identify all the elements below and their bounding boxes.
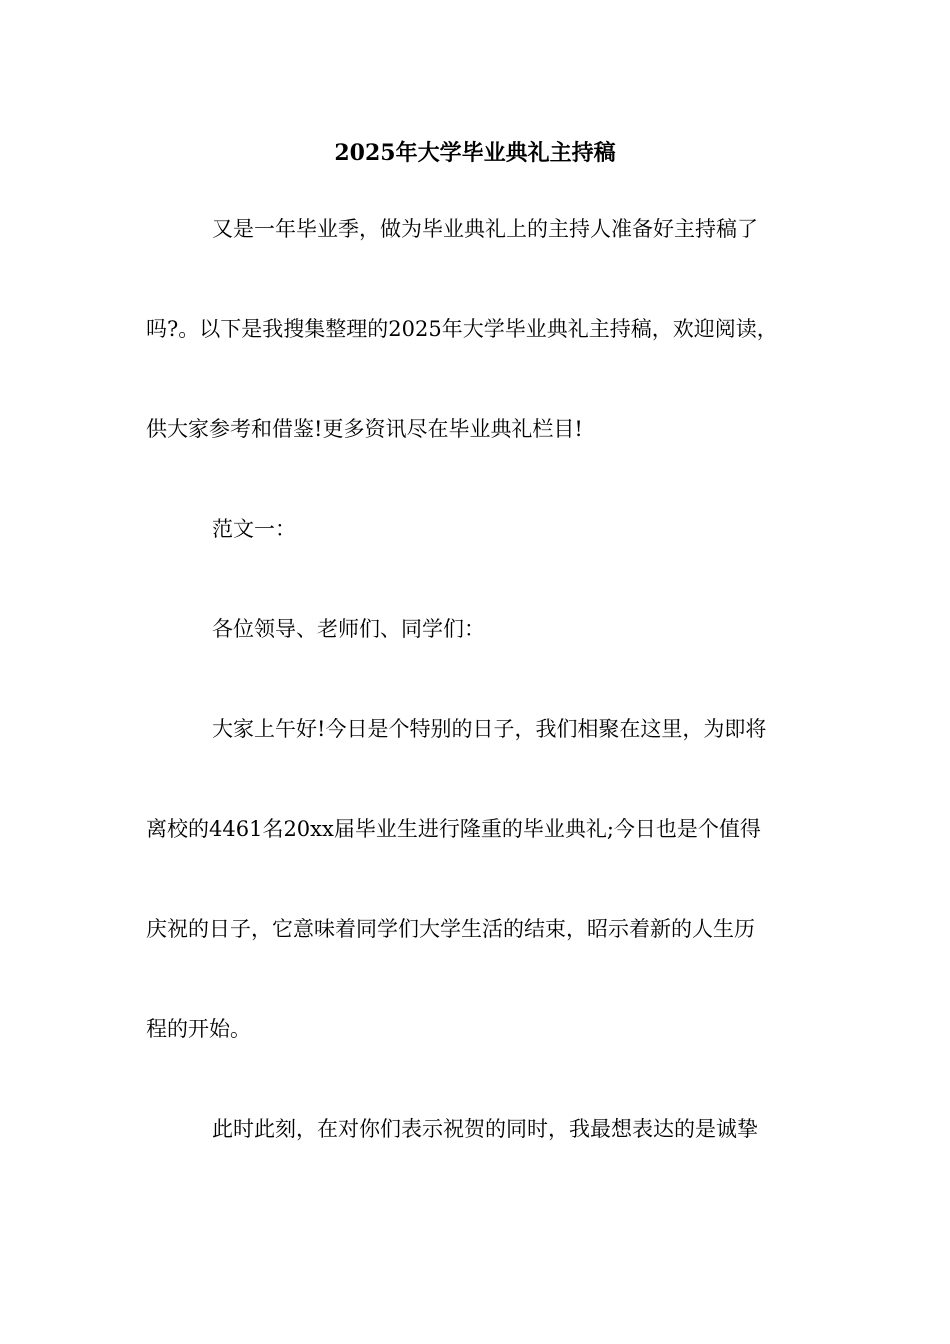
paragraph-line: 又是一年毕业季，做为毕业典礼上的主持人准备好主持稿了 xyxy=(212,217,758,241)
paragraph-line: 此时此刻，在对你们表示祝贺的同时，我最想表达的是诚挚 xyxy=(212,1117,758,1141)
paragraph-line: 大家上午好!今日是个特别的日子，我们相聚在这里，为即将 xyxy=(212,717,767,741)
paragraph-line: 离校的4461名20xx届毕业生进行隆重的毕业典礼;今日也是个值得 xyxy=(146,817,761,841)
paragraph-line: 程的开始。 xyxy=(146,1017,251,1041)
document-title: 2025年大学毕业典礼主持稿 xyxy=(334,140,616,166)
paragraph-line: 范文一： xyxy=(212,517,296,541)
paragraph-line: 吗?。以下是我搜集整理的2025年大学毕业典礼主持稿，欢迎阅读， xyxy=(146,317,778,341)
paragraph-line: 各位领导、老师们、同学们： xyxy=(212,617,485,641)
paragraph-line: 供大家参考和借鉴!更多资讯尽在毕业典礼栏目! xyxy=(146,417,583,441)
paragraph-line: 庆祝的日子，它意味着同学们大学生活的结束，昭示着新的人生历 xyxy=(146,917,755,941)
